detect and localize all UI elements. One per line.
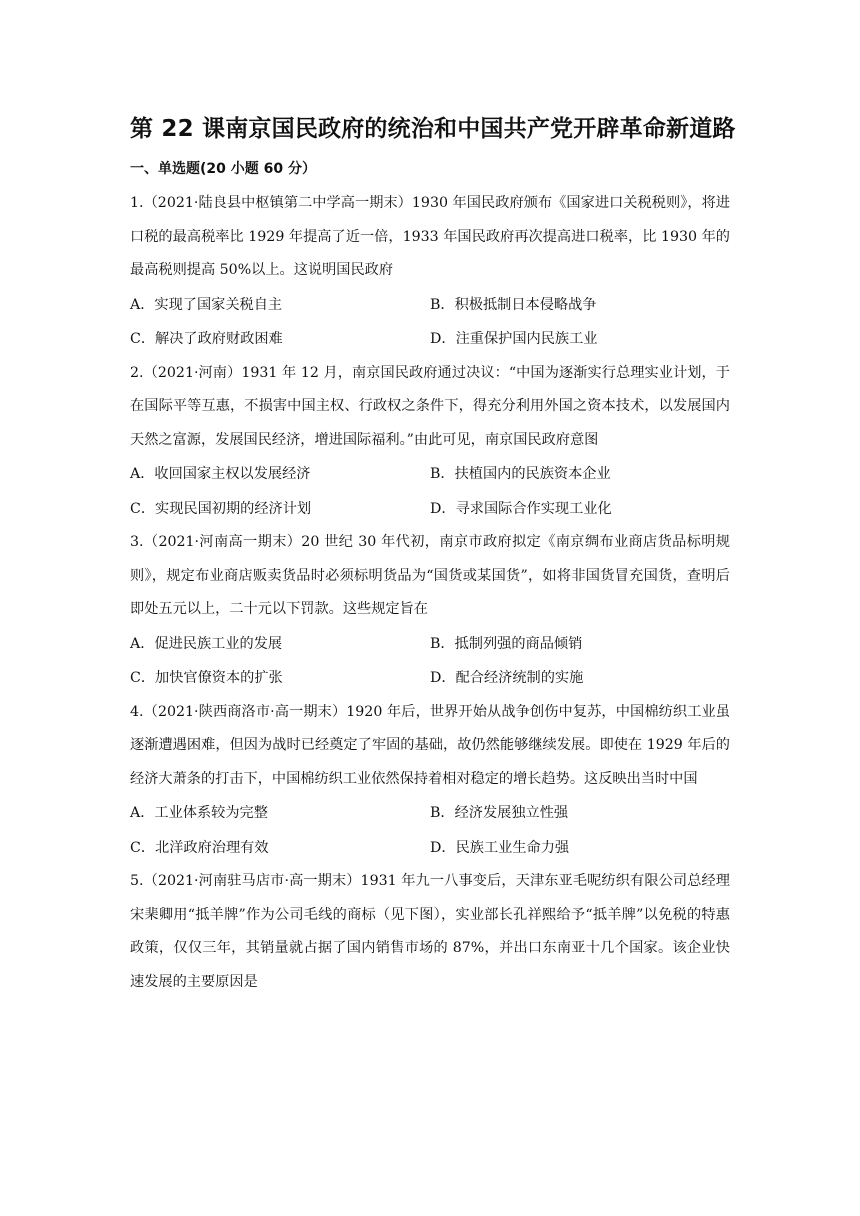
option-group <box>130 627 730 696</box>
question-3 <box>130 526 730 696</box>
option-d: D．寻求国际合作实现工业化 <box>430 500 612 517</box>
option-a: A．实现了国家关税自主 <box>130 296 283 313</box>
option-a: A．收回国家主权以发展经济 <box>130 466 311 482</box>
question-stem: 2.（2021·河南）1931 年 12 月，南京国民政府通过决议：“中国为逐渐实行总理实业计划，于在国际平等互惠，不损害中国主权、行政权之条件下，得充分利用外国之资本技术，以发展国内天然之富源，发展国民经济，增进国际福利。”由此可见，南京国民政府意图 <box>130 364 730 448</box>
question-1 <box>130 187 730 357</box>
option-group <box>130 796 730 865</box>
question-stem: 4.（2021·陕西商洛市·高一期末）1920 年后，世界开始从战争创伤中复苏，中国棉纺织工业虽逐渐遭遇困难，但因为战时已经奠定了牢固的基础，故仍然能够继续发展。即使在 1929 年后的经济大萧条的打击下，中国棉纺织工业依然保持着相对稳定的增长趋势。这反映出当时中国 <box>130 703 730 787</box>
option-group <box>130 457 730 526</box>
option-d: D．配合经济统制的实施 <box>430 670 584 686</box>
option-c: C．解决了政府财政困难 <box>130 331 283 347</box>
option-group <box>130 288 730 357</box>
option-b: B．抵制列强的商品倾销 <box>430 635 583 652</box>
option-b: B．积极抵制日本侵略战争 <box>430 296 597 313</box>
question-stem: 3.（2021·河南高一期末）20 世纪 30 年代初，南京市政府拟定《南京绸布业商店货品标明规则》，规定布业商店贩卖货品时必须标明货品为“国货或某国货”，如将非国货冒充国货，查明后即处五元以上，二十元以下罚款。这些规定旨在 <box>130 534 730 617</box>
option-c: C．北洋政府治理有效 <box>130 839 269 856</box>
option-d: D．民族工业生命力强 <box>430 839 570 856</box>
page-title: 第 22 课南京国民政府的统治和中国共产党开辟革命新道路 <box>130 116 736 142</box>
question-4 <box>130 696 730 866</box>
option-a: A．促进民族工业的发展 <box>130 635 283 652</box>
section-heading: 一、单选题(20 小题 60 分） <box>130 161 316 177</box>
option-c: C．实现民国初期的经济计划 <box>130 500 312 517</box>
option-d: D．注重保护国内民族工业 <box>430 331 598 347</box>
option-b: B．扶植国内的民族资本企业 <box>430 466 611 482</box>
option-b: B．经济发展独立性强 <box>430 805 569 821</box>
question-stem: 5.（2021·河南驻马店市·高一期末）1931 年九一八事变后，天津东亚毛呢纺织有限公司总经理宋棐卿用“抵羊牌”作为公司毛线的商标（见下图），实业部长孔祥熙给予“抵羊牌”以免税的特惠政策，仅仅三年，其销量就占据了国内销售市场的 87%，并出口东南亚十几个国家。该企业快速发展的主要原因是 <box>130 873 730 990</box>
option-c: C．加快官僚资本的扩张 <box>130 670 283 686</box>
question-stem: 1.（2021·陆良县中枢镇第二中学高一期末）1930 年国民政府颁布《国家进口关税税则》，将进口税的最高税率比 1929 年提高了近一倍，1933 年国民政府再次提高进口税率，比 1930 年的最高税则提高 50%以上。这说明国民政府 <box>130 195 730 278</box>
question-2 <box>130 357 730 527</box>
question-list <box>130 187 730 999</box>
option-a: A．工业体系较为完整 <box>130 805 268 821</box>
question-5 <box>130 865 730 999</box>
